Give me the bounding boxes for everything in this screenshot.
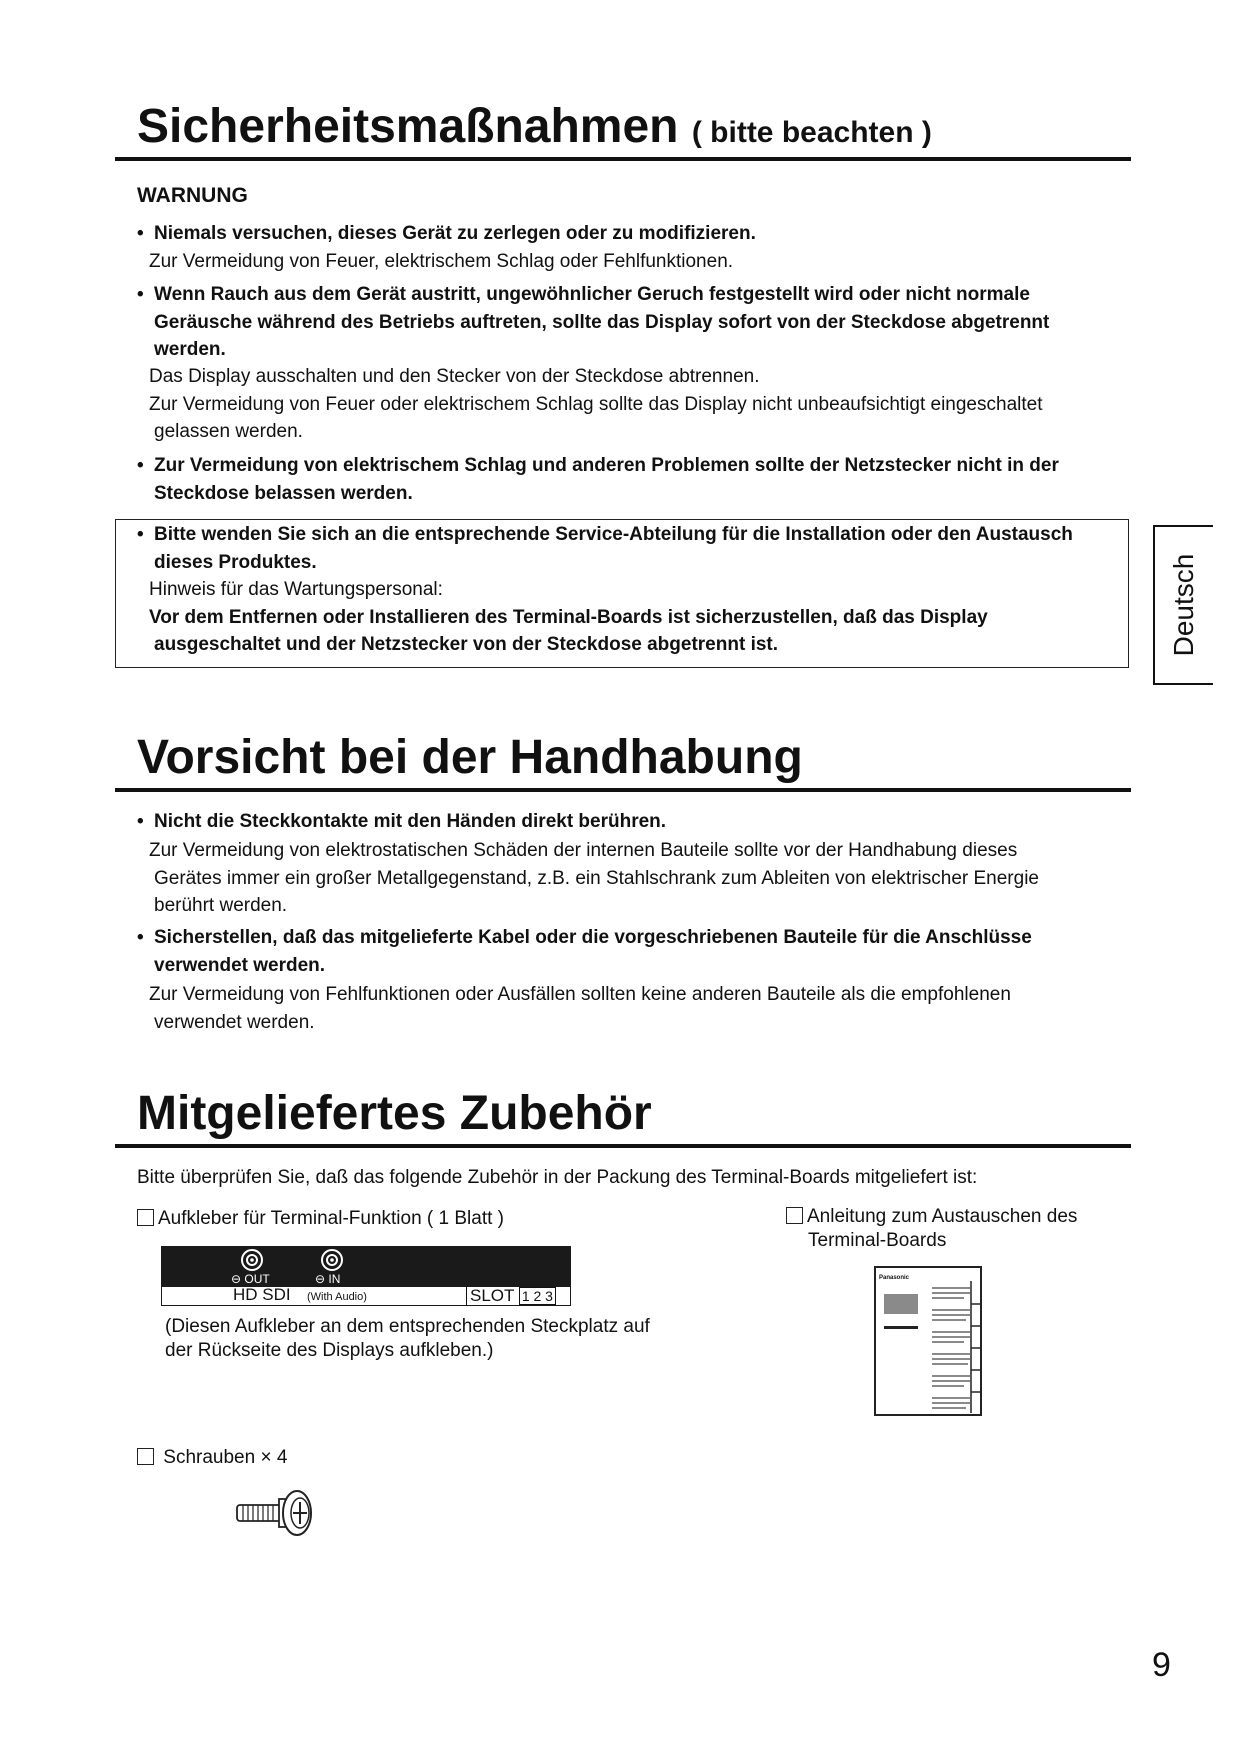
checkbox-icon <box>786 1207 803 1224</box>
manual-item: Anleitung zum Austauschen des Terminal-Boards <box>786 1205 1077 1253</box>
in-port-label: ⊖ IN <box>315 1272 341 1286</box>
checkbox-icon <box>137 1448 154 1465</box>
bnc-connector-icon <box>317 1248 347 1274</box>
list-item: • Nicht die Steckkontakte mit den Händen direkt berühren. <box>137 811 667 832</box>
list-item-text: Das Display ausschalten und den Stecker von der Steckdose abtrennen. Zur Vermeidung von Feuer oder elektrischem Schlag sollte das Display nicht unbeaufsichtigt eingeschaltet gelassen werden. <box>149 366 1043 442</box>
screw-icon <box>233 1487 323 1539</box>
list-item: • Wenn Rauch aus dem Gerät austritt, ungewöhnlicher Geruch festgestellt wird oder nicht normale Geräusche während des Betriebs auftreten, sollte das Display sofort von der Steckdose abgetrennt werden. <box>137 284 1050 360</box>
title-rule <box>115 788 1131 792</box>
manual-brand: Panasonic <box>879 1275 910 1281</box>
slot-label: SLOT 1 2 3 <box>466 1286 556 1306</box>
language-tab: Deutsch <box>1153 525 1213 685</box>
list-item: • Sicherstellen, daß das mitgelieferte Kabel oder die vorgeschriebenen Bauteile für die Anschlüsse verwendet werden. <box>137 927 1032 976</box>
safety-title: Sicherheitsmaßnahmen <box>137 100 679 153</box>
list-item: • Bitte wenden Sie sich an die entsprechende Service-Abteilung für die Installation oder den Austausch dieses Produktes. <box>137 524 1073 573</box>
sticker-note: (Diesen Aufkleber an dem entsprechenden Steckplatz auf der Rückseite des Displays aufkleben.) <box>165 1316 650 1361</box>
checkbox-icon <box>137 1209 154 1226</box>
out-port-label: ⊖ OUT <box>231 1272 270 1286</box>
list-item-text: Zur Vermeidung von Fehlfunktionen oder Ausfällen sollten keine anderen Bauteile als die empfohlenen verwendet werden. <box>149 984 1011 1033</box>
list-item: • Niemals versuchen, dieses Gerät zu zerlegen oder zu modifizieren. <box>137 223 756 244</box>
section-title-handling: Vorsicht bei der Handhabung <box>137 731 803 784</box>
bnc-connector-icon <box>237 1248 267 1274</box>
service-note: Hinweis für das Wartungspersonal: Vor dem Entfernen oder Installieren des Terminal-Boards ist sicherzustellen, daß das Display ausgeschaltet und der Netzstecker von der Steckdose abgetrennt ist. <box>149 579 988 655</box>
sticker-item: Aufkleber für Terminal-Funktion ( 1 Blatt ) <box>137 1205 504 1233</box>
warning-label: WARNUNG <box>137 184 248 207</box>
list-item-text: Zur Vermeidung von Feuer, elektrischem Schlag oder Fehlfunktionen. <box>149 251 734 272</box>
section-title-accessories: Mitgeliefertes Zubehör <box>137 1087 652 1140</box>
manual-illustration <box>874 1266 984 1418</box>
audio-label: (With Audio) <box>307 1291 367 1303</box>
section-title-safety <box>137 100 932 153</box>
accessories-intro: Bitte überprüfen Sie, daß das folgende Zubehör in der Packung des Terminal-Boards mitgeliefert ist: <box>137 1167 978 1188</box>
screws-item: Schrauben × 4 <box>137 1444 287 1472</box>
list-item: • Zur Vermeidung von elektrischem Schlag und anderen Problemen sollte der Netzstecker nicht in der Steckdose belassen werden. <box>137 455 1059 504</box>
title-rule <box>115 1144 1131 1148</box>
terminal-sticker-illustration <box>161 1246 571 1306</box>
list-item-text: Zur Vermeidung von elektrostatischen Schäden der internen Bauteile sollte vor der Handhabung dieses Gerätes immer ein großer Metallgegenstand, z.B. ein Stahlschrank zum Ableiten von elektrischer Energie berührt werden. <box>149 840 1039 916</box>
page-number: 9 <box>1152 1646 1171 1684</box>
safety-subtitle: ( bitte beachten ) <box>691 116 932 149</box>
title-rule <box>115 157 1131 161</box>
hd-sdi-label: HD SDI <box>233 1285 291 1304</box>
